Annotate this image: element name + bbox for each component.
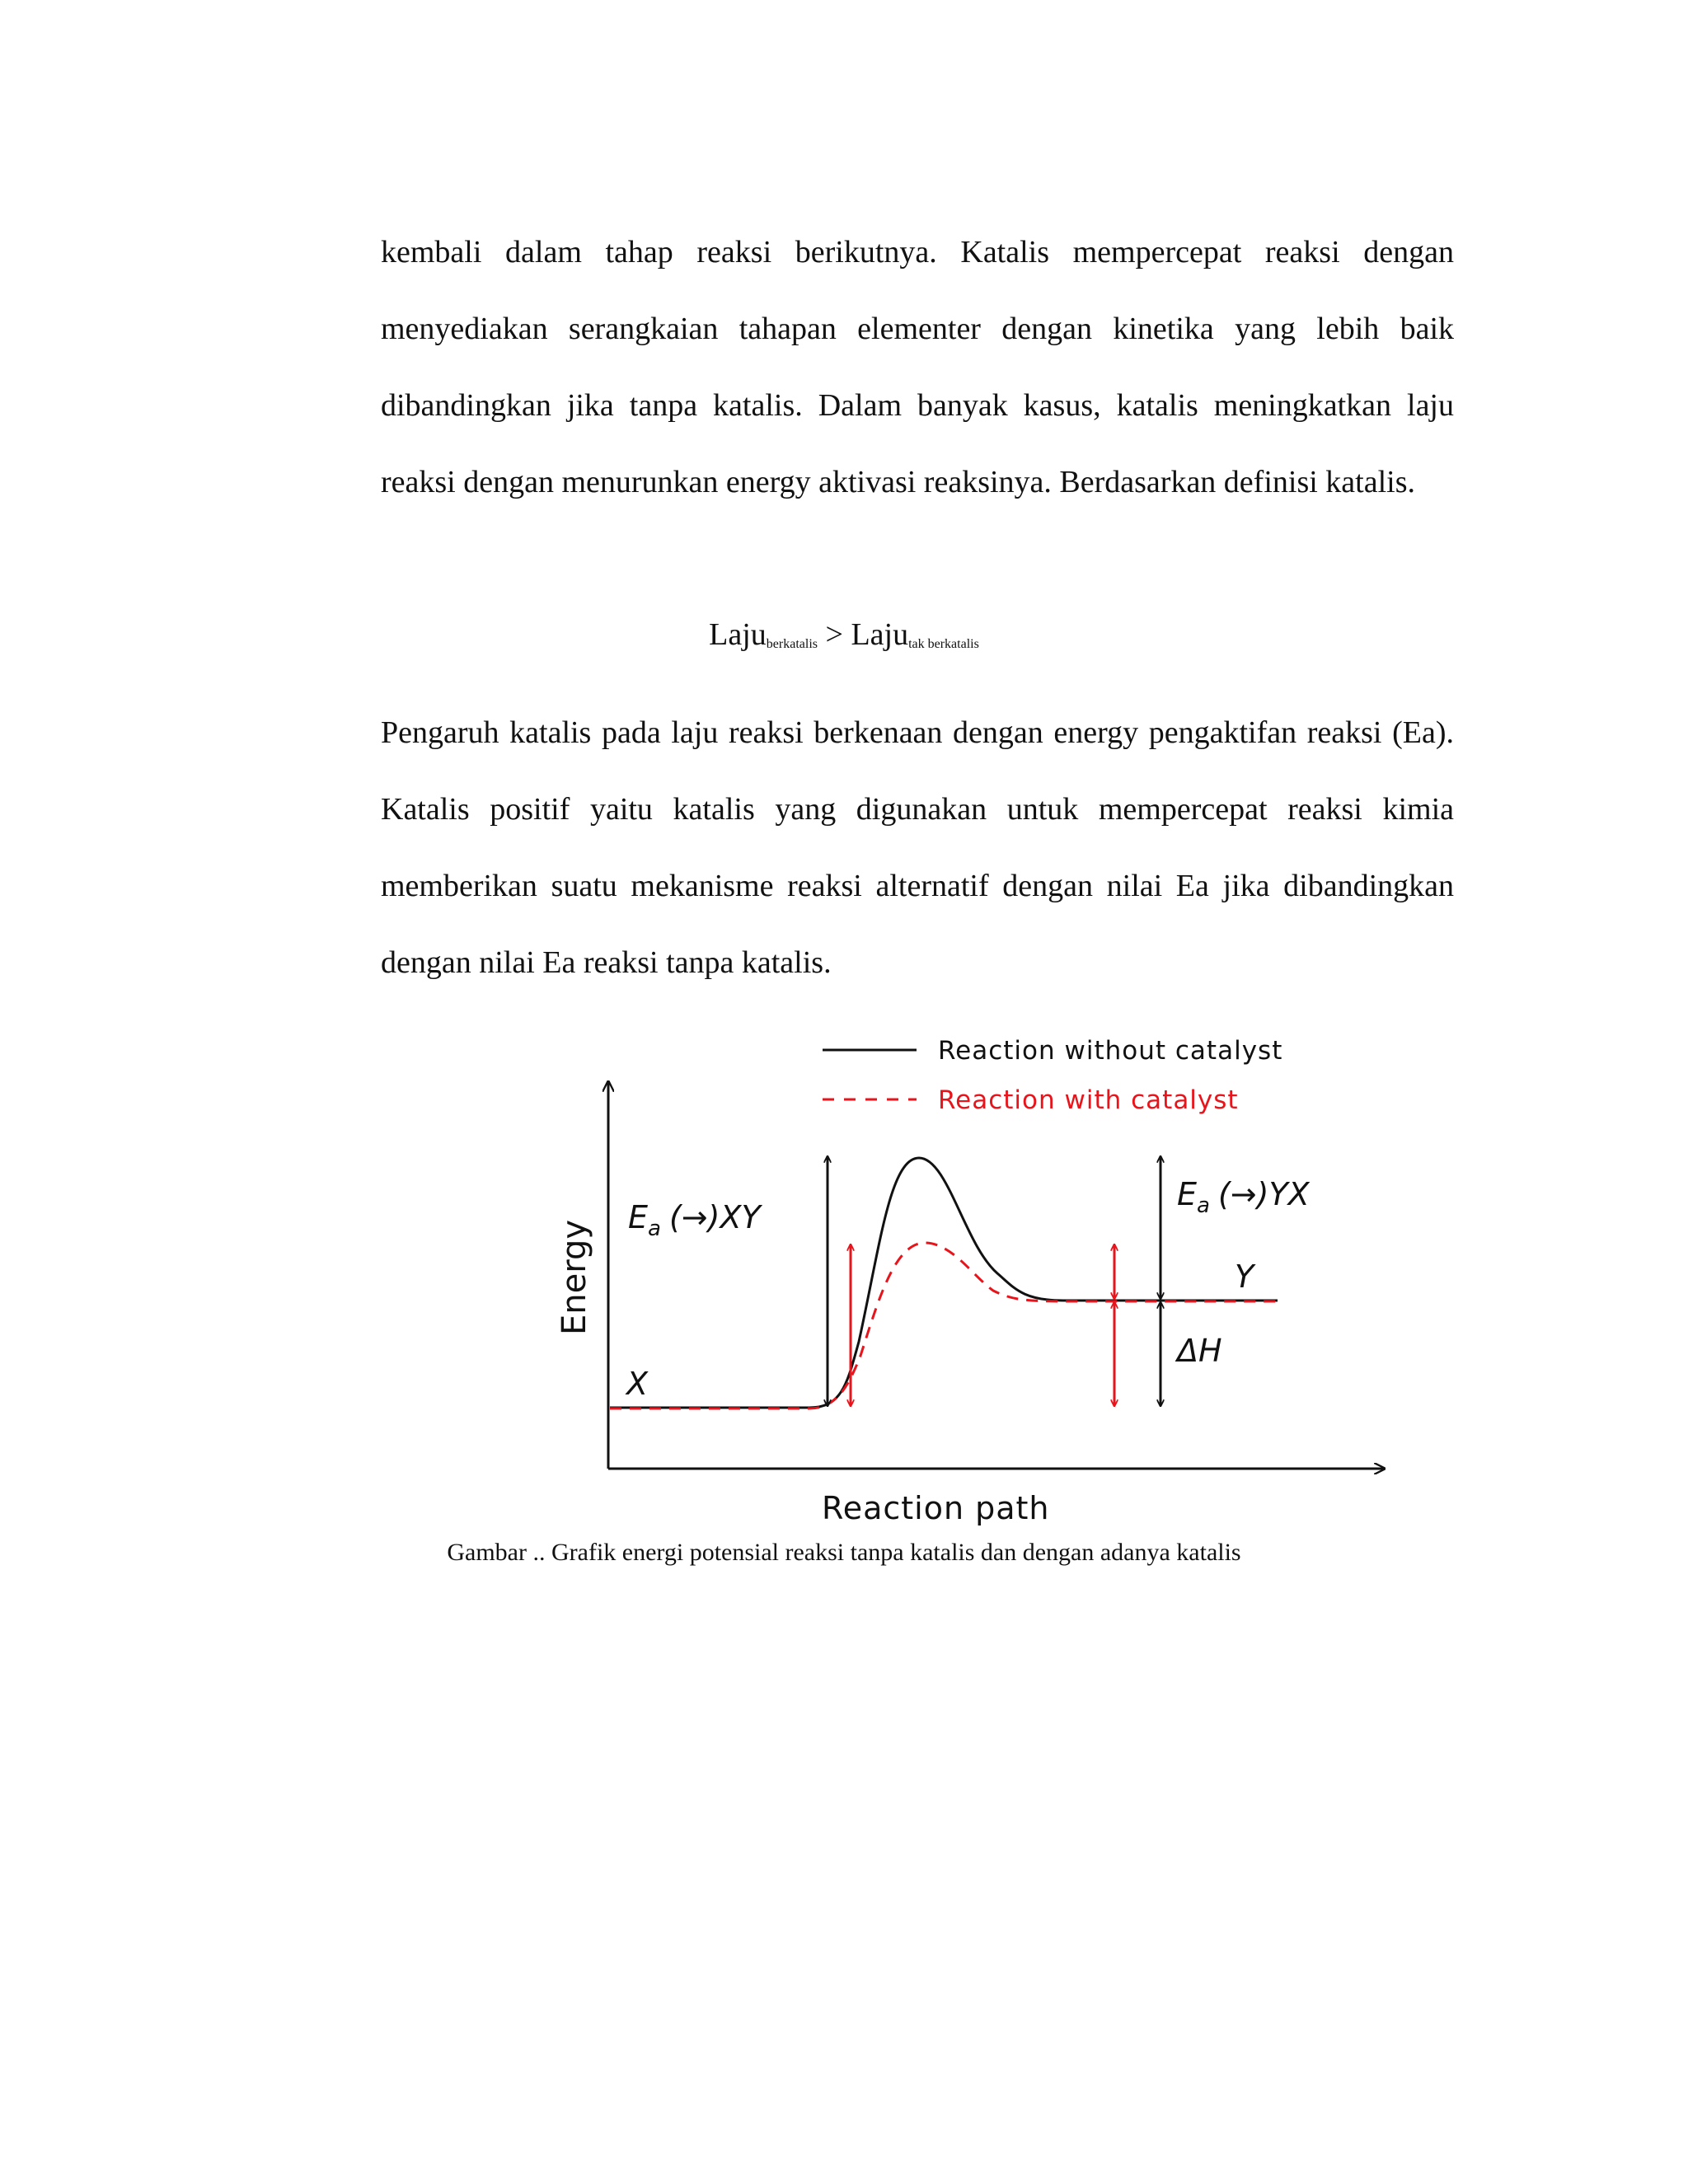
formula-left: Laju <box>709 617 767 652</box>
x-axis-label: Reaction path <box>822 1490 1050 1526</box>
curve-with-catalyst <box>610 1243 1278 1408</box>
figure-caption: Gambar .. Grafik energi potensial reaksi tanpa katalis dan dengan adanya katalis <box>447 1539 1241 1566</box>
y-axis-label: Energy <box>556 1219 593 1335</box>
paragraph-catalyst-rate: kembali dalam tahap reaksi berikutnya. Katalis mempercepat reaksi dengan menyediakan serangkaian tahapan elementer dengan kinetika yang lebih baik dibandingkan jika tanpa katalis. Dalam banyak kasus, katalis meningkatkan laju reaksi dengan menurunkan energy aktivasi reaksinya. Berdasarkan definisi katalis. <box>381 235 1454 499</box>
formula-operator: > <box>818 617 851 652</box>
label-ea-yx: $E_a$ (→)YX <box>1177 1176 1310 1218</box>
label-x: X <box>626 1366 649 1402</box>
label-y: Y <box>1235 1258 1254 1295</box>
formula-right: Laju <box>851 617 909 652</box>
legend-without-catalyst: Reaction without catalyst <box>938 1036 1283 1066</box>
paragraph-activation-energy: Pengaruh katalis pada laju reaksi berkenaan dengan energy pengaktifan reaksi (Ea). Katalis positif yaitu katalis yang digunakan untuk mempercepat reaksi kimia memberikan suatu mekanisme reaksi alternatif dengan nilai Ea jika dibandingkan dengan nilai Ea reaksi tanpa katalis. <box>381 715 1454 980</box>
label-ea-xy: $E_a$ (→)XY <box>628 1199 761 1241</box>
legend-with-catalyst: Reaction with catalyst <box>938 1085 1239 1115</box>
formula-left-subscript: berkatalis <box>766 637 818 651</box>
rate-inequality-formula <box>0 610 1688 669</box>
label-delta-h: ΔH <box>1177 1333 1222 1369</box>
formula-right-subscript: tak berkatalis <box>908 637 979 651</box>
energy-diagram <box>528 1022 1401 1533</box>
